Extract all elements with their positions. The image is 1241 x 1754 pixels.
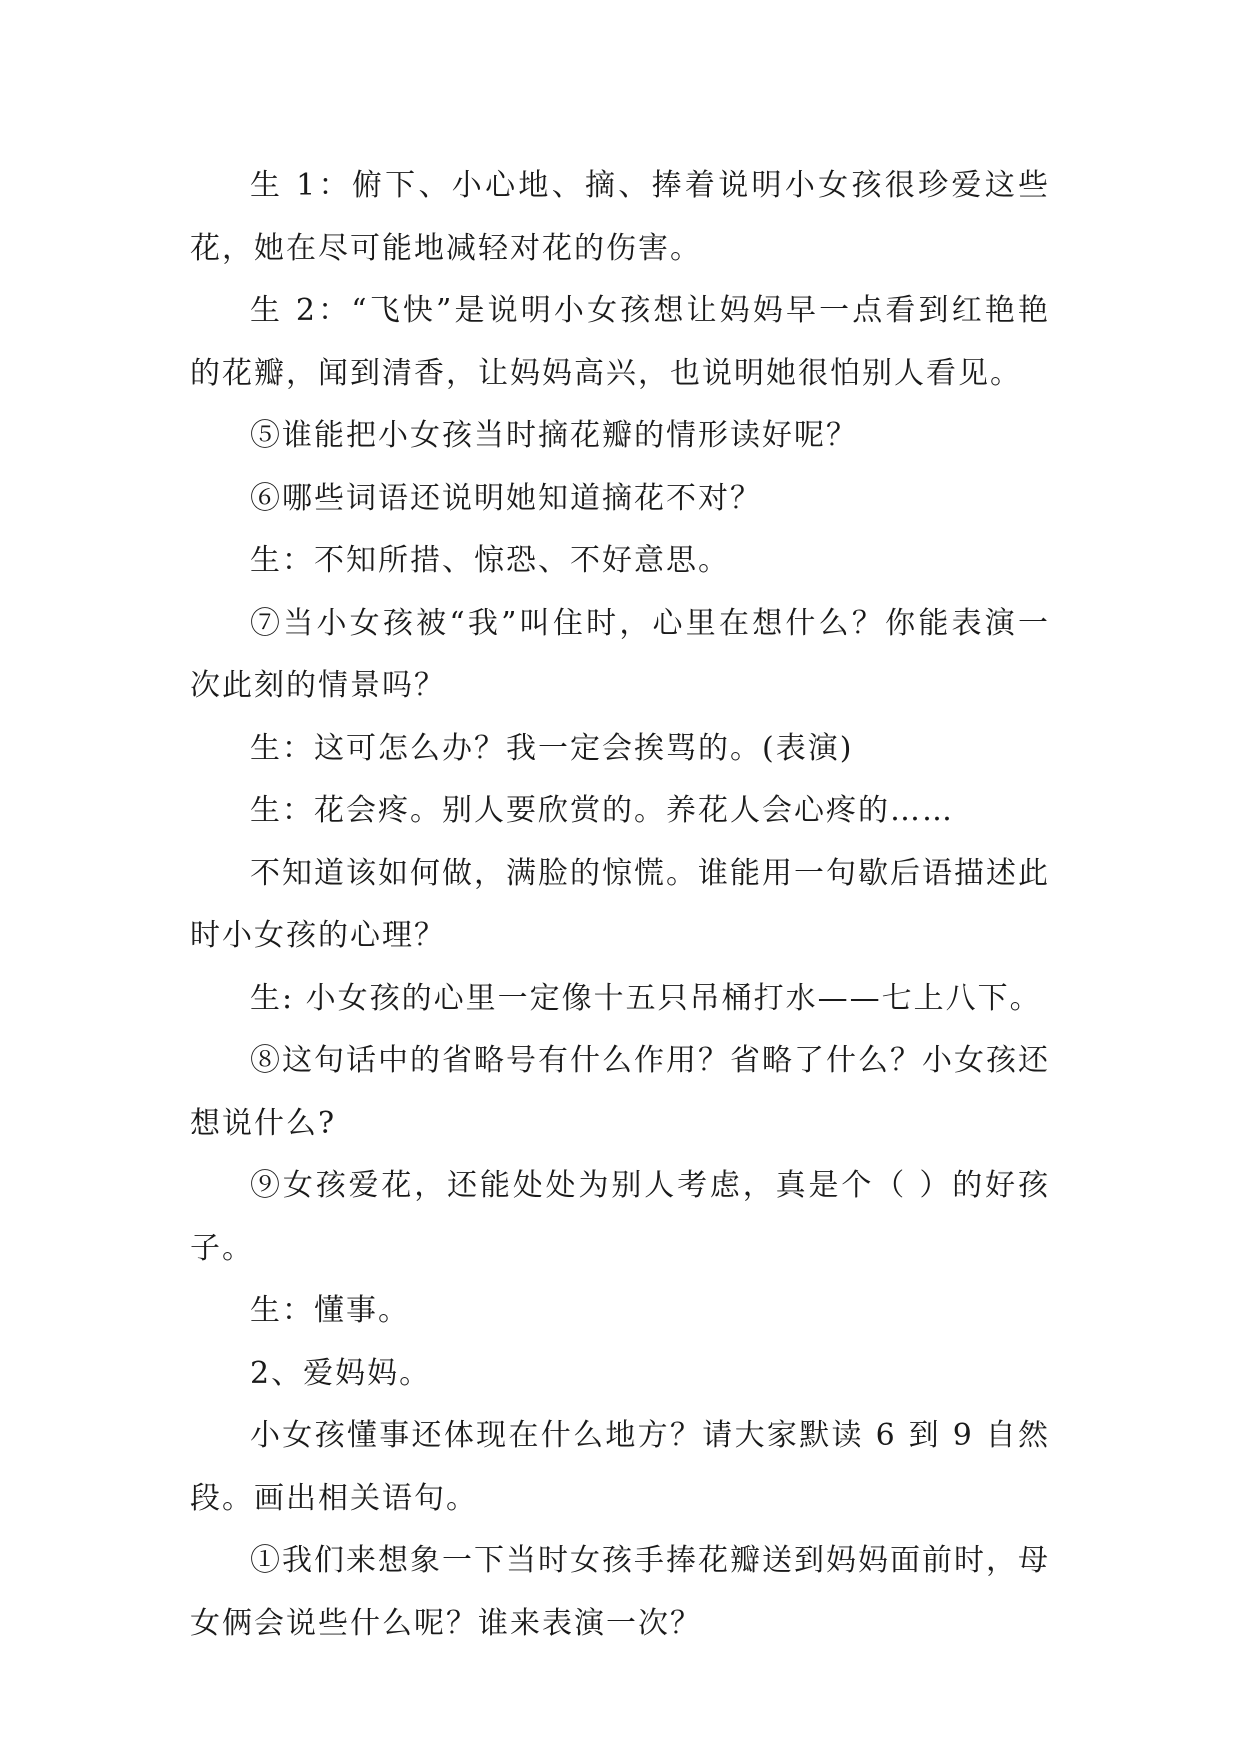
paragraph: 生 2：“飞快”是说明小女孩想让妈妈早一点看到红艳艳的花瓣，闻到清香，让妈妈高兴，也说明她很怕别人看见。	[190, 293, 1050, 391]
paragraph: ①我们来想象一下当时女孩手捧花瓣送到妈妈面前时，母女俩会说些什么呢？谁来表演一次？	[190, 1543, 1050, 1641]
paragraph: 不知道该如何做，满脸的惊慌。谁能用一句歇后语描述此时小女孩的心理？	[190, 855, 1050, 953]
paragraph: 生 1：俯下、小心地、摘、捧着说明小女孩很珍爱这些花，她在尽可能地减轻对花的伤害。	[190, 168, 1050, 266]
paragraph: 生：这可怎么办？我一定会挨骂的。(表演)	[250, 730, 854, 766]
paragraph: ⑨女孩爱花，还能处处为别人考虑，真是个（ ）的好孩子。	[190, 1168, 1050, 1266]
paragraph: 生：花会疼。别人要欣赏的。养花人会心疼的……	[250, 793, 954, 828]
paragraph: ⑥哪些词语还说明她知道摘花不对？	[250, 480, 762, 516]
paragraph: ⑤谁能把小女孩当时摘花瓣的情形读好呢？	[250, 418, 858, 453]
paragraph: 生：不知所措、惊恐、不好意思。	[250, 543, 730, 578]
paragraph: 生: 小女孩的心里一定像十五只吊桶打水——七上八下。	[250, 980, 1042, 1016]
paragraph: 2、爱妈妈。	[250, 1355, 432, 1391]
paragraph: ⑦当小女孩被“我”叫住时，心里在想什么？你能表演一次此刻的情景吗？	[190, 605, 1050, 703]
paragraph: 小女孩懂事还体现在什么地方？请大家默读 6 到 9 自然段。画出相关语句。	[190, 1418, 1050, 1516]
paragraph: ⑧这句话中的省略号有什么作用？省略了什么？小女孩还想说什么?	[190, 1043, 1050, 1141]
paragraph: 生：懂事。	[250, 1293, 410, 1328]
document-body	[190, 155, 1050, 1655]
